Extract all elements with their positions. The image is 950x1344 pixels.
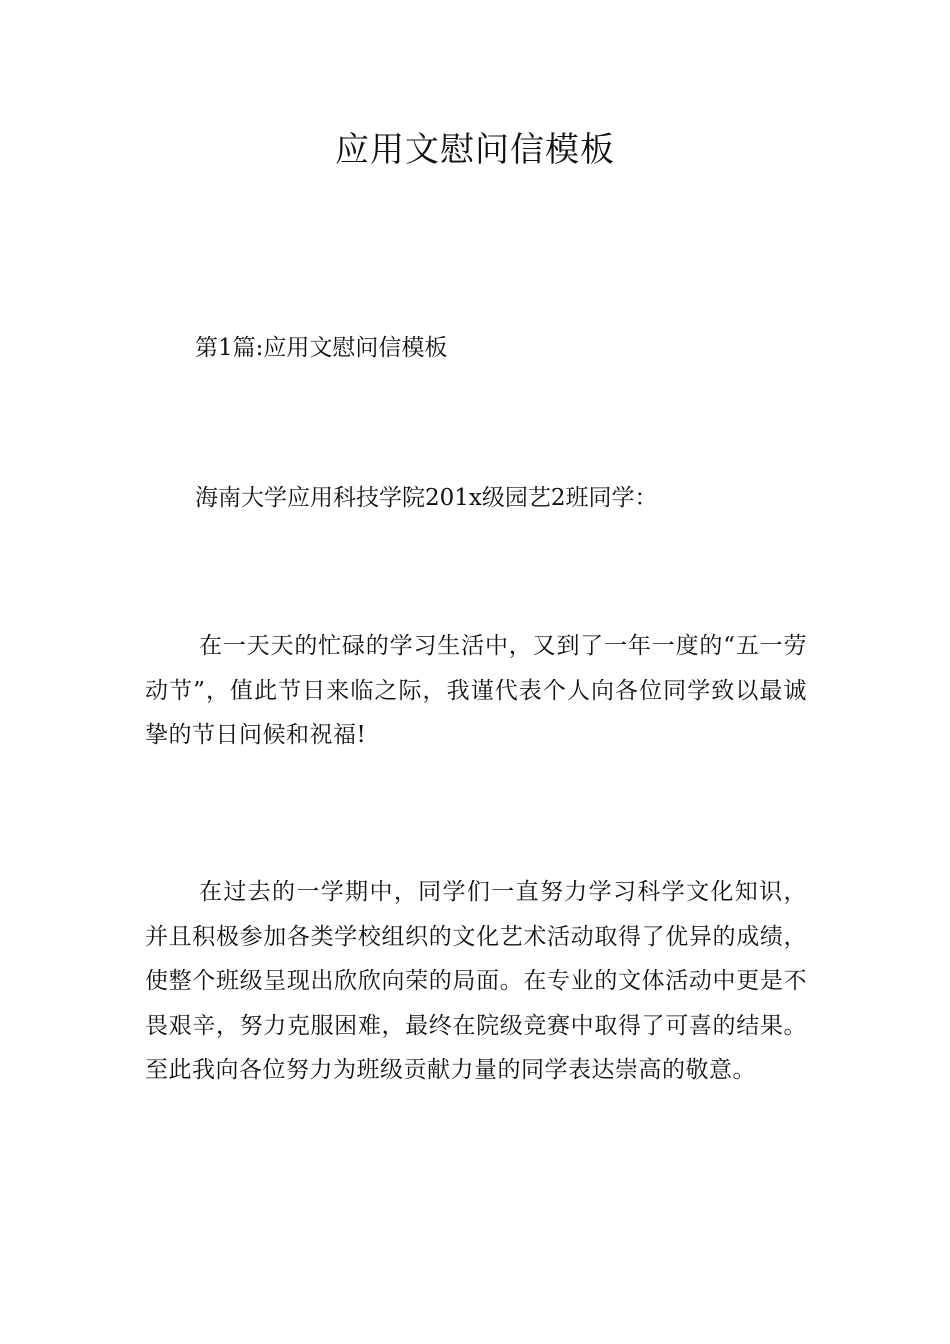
- document-title: 应用文慰问信模板: [335, 130, 615, 170]
- salutation: 海南大学应用科技学院201x级园艺2班同学：: [195, 485, 658, 511]
- body-paragraph-1: 在一天天的忙碌的学习生活中，又到了一年一度的“五一劳动节”，值此节日来临之际，我谨代表个人向各位同学致以最诚挚的节日问候和祝福!: [145, 633, 807, 748]
- body-paragraph-2: 在过去的一学期中，同学们一直努力学习科学文化知识，并且积极参加各类学校组织的文化艺术活动取得了优异的成绩，使整个班级呈现出欣欣向荣的局面。在专业的文体活动中更是不畏艰辛，努力克服困难，最终在院级竞赛中取得了可喜的结果。至此我向各位努力为班级贡献力量的同学表达崇高的敬意。: [145, 879, 807, 1083]
- section-heading: 第1篇:应用文慰问信模板: [195, 335, 448, 361]
